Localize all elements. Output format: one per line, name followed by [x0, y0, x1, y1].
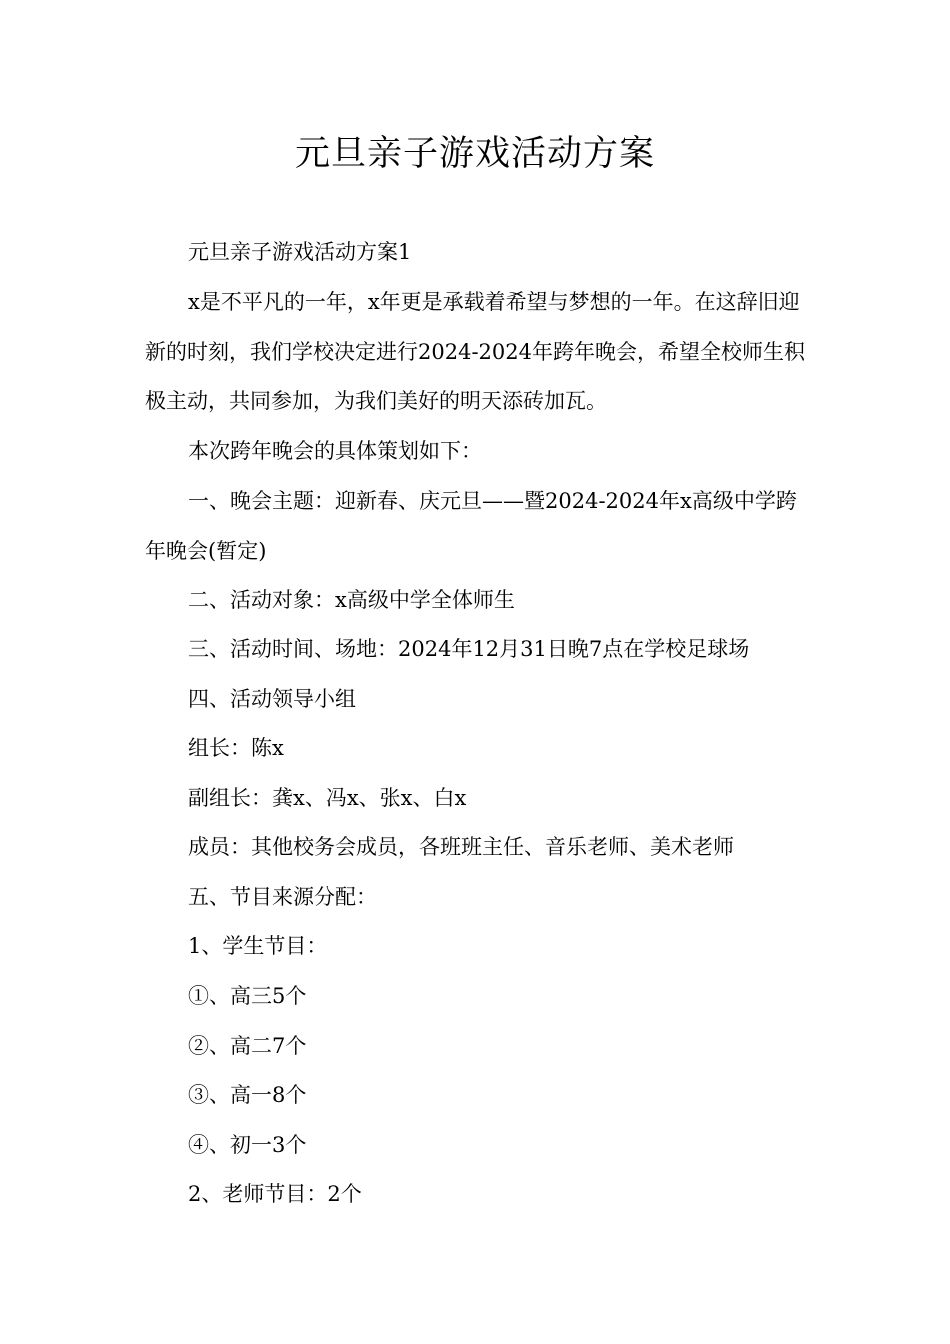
deputy-leader-line: 副组长：龚x、冯x、张x、白x: [188, 786, 467, 810]
leadership-heading: 四、活动领导小组: [188, 687, 356, 711]
teacher-programs-line: 2、老师节目：2个: [188, 1182, 362, 1206]
audience-item: 二、活动对象：x高级中学全体师生: [188, 588, 515, 612]
time-venue-item: 三、活动时间、场地：2024年12月31日晚7点在学校足球场: [188, 637, 750, 661]
list-item: ④、初一3个: [188, 1133, 307, 1157]
intro-paragraph: x是不平凡的一年，x年更是承载着希望与梦想的一年。在这辞旧迎新的时刻，我们学校决定进行2024-2024年跨年晚会，希望全校师生积极主动，共同参加，为我们美好的明天添砖加瓦。: [145, 290, 805, 413]
members-line: 成员：其他校务会成员，各班班主任、音乐老师、美术老师: [188, 835, 734, 859]
program-allocation-heading: 五、节目来源分配：: [188, 885, 377, 909]
document-title: 元旦亲子游戏活动方案: [294, 134, 655, 174]
section-heading: 元旦亲子游戏活动方案1: [188, 240, 412, 264]
plan-intro: 本次跨年晚会的具体策划如下：: [188, 439, 482, 463]
theme-item: 一、晚会主题：迎新春、庆元旦——暨2024-2024年x高级中学跨年晚会(暂定): [145, 489, 797, 563]
leader-line: 组长：陈x: [188, 736, 284, 760]
list-item: ②、高二7个: [188, 1034, 307, 1058]
list-item: ①、高三5个: [188, 984, 307, 1008]
list-item: ③、高一8个: [188, 1083, 307, 1107]
student-programs-heading: 1、学生节目：: [188, 934, 328, 958]
